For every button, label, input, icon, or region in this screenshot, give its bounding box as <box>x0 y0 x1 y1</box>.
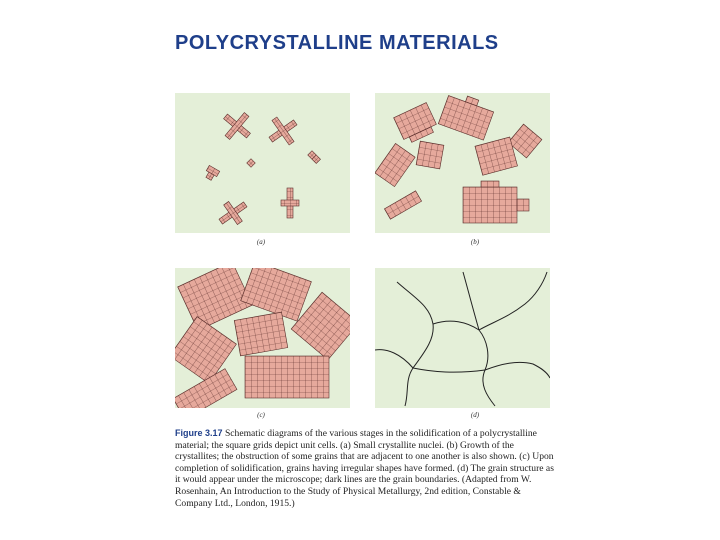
panel-d-label: (d) <box>470 411 480 419</box>
panel-b-growth <box>375 93 550 233</box>
boundary-line-6 <box>413 368 485 372</box>
grain-c7 <box>245 356 329 398</box>
caption-text: Schematic diagrams of the various stages in the solidification of a polycrystalline material; the square grids depict unit cells. (a) Small crystallite nuclei. (b) Growth of the crystallites; the obstruction of some grains that are adjacent to one another is also shown. (c) Upon completion of solidification, grains having irregular shapes have formed. (d) The grain structure as it would appear under the microscope; dark lines are the grain boundaries. (Adapted from W. Rosenhain, An Introduction to the Study of Physical Metallurgy, 2nd edition, Constable & Company Ltd., London, 1915.) <box>175 428 554 509</box>
nucleus-5 <box>247 159 255 167</box>
panel-a-nuclei <box>175 93 350 233</box>
nucleus-3 <box>308 151 321 164</box>
nucleus-2 <box>262 110 304 152</box>
grain-c5 <box>234 312 288 356</box>
grain-6 <box>416 141 444 169</box>
boundary-line-5 <box>485 362 550 378</box>
panel-d-boundaries <box>375 268 550 408</box>
boundary-line-1 <box>397 282 433 406</box>
boundary-line-4 <box>463 272 479 330</box>
boundary-line-7 <box>375 350 413 368</box>
grain-1 <box>394 103 439 145</box>
nucleus-4 <box>203 165 219 181</box>
figure-caption <box>175 428 560 509</box>
panel-a-label: (a) <box>256 238 266 246</box>
grain-7 <box>384 191 421 219</box>
grain-4 <box>375 143 415 186</box>
nucleus-1 <box>216 105 258 147</box>
boundary-line-3 <box>479 272 547 330</box>
nucleus-7 <box>281 188 299 218</box>
grain-8 <box>463 181 529 223</box>
figure-label: Figure 3.17 <box>175 428 223 438</box>
panel-c-solidified <box>175 268 350 408</box>
grain-5 <box>475 137 518 175</box>
boundary-line-2 <box>433 321 495 406</box>
nuclei-diagram <box>175 93 350 233</box>
slide-title: POLYCRYSTALLINE MATERIALS <box>175 32 499 54</box>
grain-boundary-diagram <box>375 268 550 408</box>
growth-diagram <box>375 93 550 233</box>
nucleus-6 <box>214 195 252 232</box>
panel-c-label: (c) <box>257 411 265 419</box>
grain-2 <box>438 93 495 140</box>
solidified-diagram <box>175 268 350 408</box>
panel-b-label: (b) <box>470 238 480 246</box>
